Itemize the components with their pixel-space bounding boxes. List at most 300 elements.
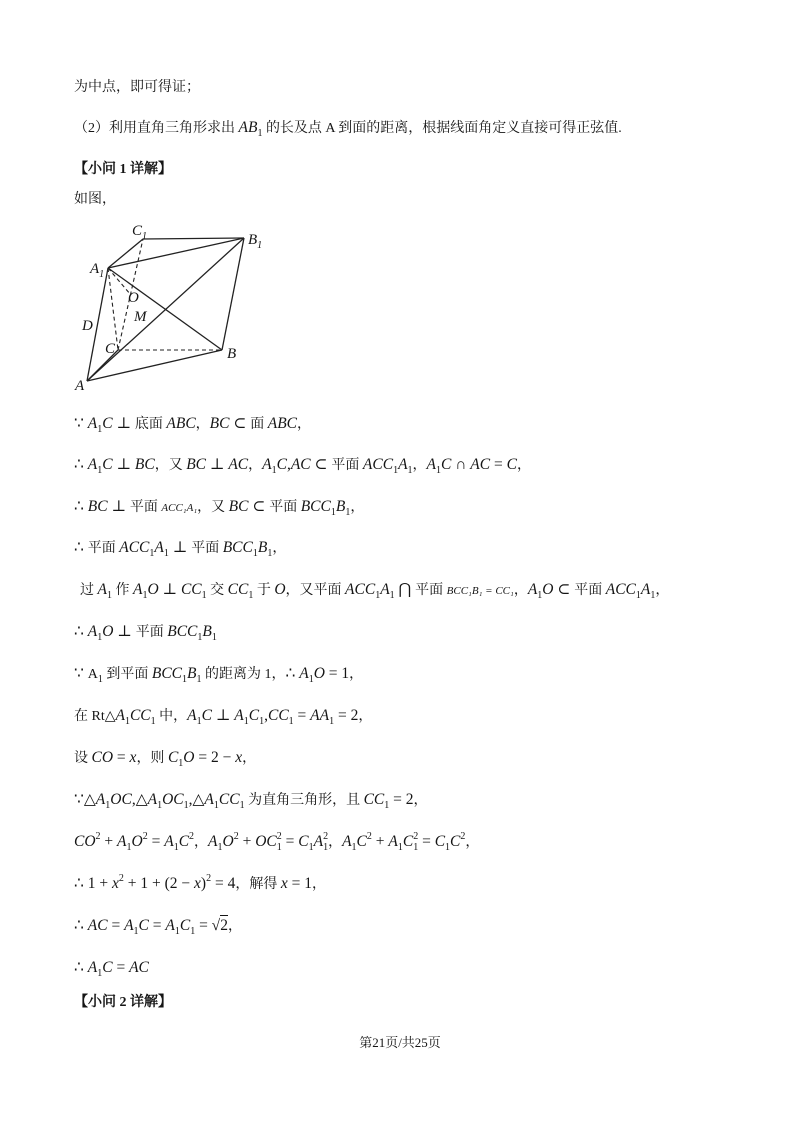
- math-term: x: [194, 875, 201, 892]
- text-run: 面: [250, 417, 268, 432]
- math-symbol: =: [113, 749, 130, 766]
- math-symbol: =: [418, 833, 435, 850]
- math-term: A: [388, 833, 398, 850]
- math-term: AC: [228, 456, 249, 473]
- prism-figure: [70, 215, 270, 395]
- text-run: ，: [516, 458, 531, 473]
- label-letter: A: [90, 261, 100, 277]
- line-as-shown: [74, 189, 116, 211]
- math-term: A: [154, 539, 164, 556]
- math-term: A: [87, 959, 98, 976]
- math-symbol: ⊥: [112, 456, 135, 473]
- math-symbol: ⊥: [168, 539, 192, 556]
- diagonal-a1-b: [108, 268, 222, 350]
- line-ac-sqrt2: [74, 915, 242, 937]
- superscript: 2: [366, 831, 372, 842]
- subscript: 1: [163, 548, 169, 559]
- superscript: 2: [189, 831, 195, 842]
- math-term: ACC: [362, 456, 394, 473]
- subscript: 1: [124, 716, 130, 727]
- subscript: 1: [330, 507, 336, 518]
- label-subscript: 1: [257, 240, 263, 251]
- edge-c1-b1: [143, 238, 244, 239]
- math-term: BCC: [222, 539, 253, 556]
- subscript: 1: [213, 800, 219, 811]
- math-term: C: [402, 833, 414, 850]
- math-term: A: [398, 456, 408, 473]
- math-term: A: [187, 707, 197, 724]
- math-symbol: ∴: [74, 917, 88, 934]
- math-symbol: ∵△: [74, 791, 96, 808]
- math-symbol: = 2 −: [194, 749, 236, 766]
- subscript: 1: [157, 800, 163, 811]
- line-bc-perp-plane: [74, 496, 364, 518]
- text-run: ，: [272, 541, 287, 556]
- text-run: 平面: [415, 583, 447, 598]
- edge-a1-b1: [108, 238, 244, 268]
- math-symbol: =: [107, 917, 125, 934]
- superscript: 2: [413, 831, 419, 842]
- label-c1: [132, 223, 147, 242]
- superscript: 2: [276, 831, 282, 842]
- math-term: CC: [180, 581, 202, 598]
- subscript: 1: [126, 842, 132, 853]
- math-term: C: [356, 833, 367, 850]
- small-math: BCC₁B₁ = CC₁: [446, 585, 514, 597]
- math-term: A: [380, 581, 390, 598]
- line-distance-one: [74, 663, 363, 685]
- math-symbol: ∴: [285, 665, 300, 682]
- subscript: 1: [142, 590, 148, 601]
- math-term: C: [201, 707, 212, 724]
- text-run: 为中点，即可得证；: [74, 80, 200, 95]
- text-run: 设: [74, 751, 92, 766]
- subscript: 1: [323, 842, 329, 853]
- subscript: 1: [413, 842, 419, 853]
- subscript: 1: [196, 674, 202, 685]
- math-symbol: = √: [195, 917, 221, 934]
- subscript: 1: [267, 548, 273, 559]
- math-term: A: [117, 833, 127, 850]
- text-run: ，: [311, 877, 326, 892]
- subscript: 1: [190, 926, 196, 937]
- math-symbol: ⊥: [206, 456, 229, 473]
- text-run: ，: [350, 500, 365, 515]
- subscript: 1: [635, 590, 641, 601]
- subscript: 1: [252, 548, 258, 559]
- math-term: O: [147, 581, 159, 598]
- math-term: A: [527, 581, 538, 598]
- text-run: 中，: [155, 709, 188, 724]
- math-term: A: [426, 456, 436, 473]
- math-symbol: ∴: [74, 498, 88, 515]
- text-run: 平面: [269, 500, 301, 515]
- math-term: BCC: [300, 498, 331, 515]
- math-term: A: [87, 415, 98, 432]
- text-run: 平面: [135, 625, 168, 640]
- superscript: 2: [460, 831, 466, 842]
- math-symbol: = 4: [211, 875, 236, 892]
- math-term: x: [235, 749, 243, 766]
- math-term: CC: [218, 791, 240, 808]
- math-term: CC: [129, 707, 151, 724]
- math-term: BC: [186, 456, 207, 473]
- math-symbol: =: [293, 707, 311, 724]
- math-term: A: [164, 833, 174, 850]
- line-a1c-eq-ac: [74, 957, 149, 979]
- math-symbol: ⊥: [112, 415, 135, 432]
- subscript: 1: [288, 716, 294, 727]
- math-term: C: [276, 456, 287, 473]
- math-term: O: [222, 833, 234, 850]
- math-term: ABC: [267, 415, 298, 432]
- label-a: A: [75, 378, 85, 394]
- math-term: C: [102, 456, 113, 473]
- text-run: ，又: [197, 500, 229, 515]
- subscript: 1: [239, 800, 245, 811]
- superscript: 2: [323, 831, 329, 842]
- text-run: ，: [242, 751, 257, 766]
- line-solve-x: [74, 873, 326, 895]
- math-symbol: +: [100, 833, 118, 850]
- line-let-co-x: [74, 747, 256, 769]
- text-run: 于: [253, 583, 275, 598]
- math-term: O: [313, 665, 325, 682]
- text-run: （2）利用直角三角形求出: [74, 121, 239, 136]
- line-right-triangles: [74, 789, 428, 811]
- text-run: A: [87, 667, 98, 682]
- text-run: ，: [358, 709, 373, 724]
- subscript: 1: [105, 800, 111, 811]
- text-run: 交: [206, 583, 228, 598]
- math-term: A: [313, 833, 324, 850]
- text-run: ，: [227, 919, 242, 934]
- subscript: 1: [133, 926, 139, 937]
- subscript: 1: [183, 800, 189, 811]
- label-m: M: [134, 309, 147, 325]
- text-run: ，: [328, 835, 343, 850]
- math-term: ACC: [345, 581, 376, 598]
- subscript: 1: [393, 465, 399, 476]
- math-term: AC: [129, 959, 149, 976]
- line-conclusion-midpoint: [74, 77, 200, 99]
- text-run: 为直角三角形，且: [244, 793, 364, 808]
- subscript: 1: [276, 842, 282, 853]
- subscript: 1: [650, 590, 656, 601]
- math-term: AA: [310, 707, 330, 724]
- subscript: 1: [389, 590, 395, 601]
- subscript: 1: [407, 465, 413, 476]
- text-run: 平面: [87, 541, 120, 556]
- subscript: 1: [97, 632, 103, 643]
- superscript: 2: [142, 831, 148, 842]
- math-symbol: ∴ 1 +: [74, 875, 112, 892]
- math-term: O: [131, 833, 143, 850]
- math-term: A: [95, 791, 106, 808]
- math-term: C: [506, 456, 517, 473]
- text-run: ，: [413, 793, 428, 808]
- text-run: 到平面: [102, 667, 152, 682]
- line-pythagoras: [74, 831, 479, 853]
- math-term: O: [274, 581, 286, 598]
- math-term: C: [167, 749, 179, 766]
- text-run: ，则: [136, 751, 168, 766]
- subscript: 1: [97, 968, 103, 979]
- small-math: ACC₁A₁: [161, 502, 198, 514]
- math-symbol: =: [281, 833, 299, 850]
- math-symbol: = 1: [324, 665, 350, 682]
- text-run: ，: [194, 835, 209, 850]
- subscript: 1: [182, 674, 188, 685]
- text-run: 如图，: [74, 192, 116, 207]
- subscript: 1: [217, 842, 223, 853]
- text-run: 【小问 2 详解】: [74, 995, 172, 1010]
- superscript: 2: [95, 831, 101, 842]
- math-term: A: [97, 581, 107, 598]
- math-term: ABC: [166, 415, 196, 432]
- subscript: 1: [106, 590, 112, 601]
- text-run: ，: [465, 835, 480, 850]
- subscript: 1: [149, 548, 155, 559]
- math-term: B: [202, 623, 212, 640]
- text-run: ，: [297, 417, 312, 432]
- text-run: ，: [412, 458, 427, 473]
- subscript: 1: [259, 716, 265, 727]
- math-term: CC: [227, 581, 249, 598]
- subscript: 1: [197, 632, 203, 643]
- math-symbol: ⊂: [229, 415, 251, 432]
- subscript: 1: [436, 465, 441, 476]
- text-run: 在 Rt△: [74, 709, 116, 724]
- math-term: BC: [228, 498, 249, 515]
- subscript: 1: [257, 128, 263, 139]
- math-term: A: [87, 456, 98, 473]
- math-term: A: [204, 791, 214, 808]
- math-term: BC: [209, 415, 230, 432]
- math-term: BC: [87, 498, 108, 515]
- math-symbol: =: [147, 833, 165, 850]
- math-term: A: [342, 833, 352, 850]
- text-run: 的长及点 A 到面的距离，根据线面角定义直接可得正弦值.: [262, 121, 622, 136]
- text-run: ，: [655, 583, 670, 598]
- math-term: BCC: [151, 665, 183, 682]
- math-term: OC: [162, 791, 184, 808]
- math-term: OC: [255, 833, 277, 850]
- label-letter: B: [248, 232, 258, 248]
- math-symbol: = 1: [287, 875, 312, 892]
- subscript: 1: [308, 674, 314, 685]
- math-term: C: [298, 833, 309, 850]
- subscript: 1: [211, 632, 217, 643]
- math-term: x: [129, 749, 137, 766]
- math-term: C: [102, 959, 113, 976]
- math-term: C: [450, 833, 461, 850]
- math-term: CC: [267, 707, 289, 724]
- subscript: 1: [97, 424, 103, 435]
- subscript: 1: [445, 842, 451, 853]
- hidden-edge-a1-c: [108, 268, 118, 350]
- math-symbol: ⊥: [113, 623, 136, 640]
- subscript: 1: [196, 716, 202, 727]
- math-term: A: [87, 623, 98, 640]
- text-run: 过: [80, 583, 98, 598]
- subscript: 1: [243, 716, 249, 727]
- subscript: 1: [201, 590, 207, 601]
- math-symbol: ⋂: [394, 581, 416, 598]
- subscript: 1: [248, 590, 254, 601]
- line-a1c-perp-base: [74, 413, 311, 435]
- subscript: 1: [537, 590, 543, 601]
- math-term: AC: [470, 456, 491, 473]
- math-symbol: =: [112, 959, 130, 976]
- math-symbol: ∵: [74, 665, 88, 682]
- page-footer: 第21页/共25页: [359, 1035, 441, 1050]
- math-term: ACC: [119, 539, 150, 556]
- math-term: BCC: [167, 623, 198, 640]
- line-right-triangle: [74, 705, 372, 727]
- math-term: O: [102, 623, 114, 640]
- math-symbol: = 2: [389, 791, 414, 808]
- line-construct-a1o: [80, 579, 669, 601]
- math-symbol: ,: [264, 707, 268, 724]
- text-run: 平面: [191, 541, 223, 556]
- math-symbol: ∴: [74, 539, 88, 556]
- math-term: A: [640, 581, 651, 598]
- math-term: ACC: [605, 581, 636, 598]
- text-run: ，: [248, 458, 263, 473]
- subscript: 1: [375, 590, 381, 601]
- math-term: x: [111, 875, 119, 892]
- math-term: C: [138, 917, 149, 934]
- text-run: 平面: [129, 500, 162, 515]
- math-term: A: [262, 456, 272, 473]
- math-term: CO: [91, 749, 114, 766]
- label-o: O: [128, 290, 139, 306]
- text-run: ，: [513, 583, 528, 598]
- line-planes-perp: [74, 537, 286, 559]
- math-term: B: [335, 498, 346, 515]
- math-term: A: [165, 917, 175, 934]
- subscript: 1: [345, 507, 351, 518]
- math-term: C: [441, 456, 452, 473]
- label-d: D: [82, 318, 93, 334]
- math-term: AC: [290, 456, 311, 473]
- math-symbol: ∴: [74, 456, 88, 473]
- math-term: A: [115, 707, 125, 724]
- math-symbol: ∩: [451, 456, 471, 473]
- math-term: CO: [74, 833, 96, 850]
- label-subscript: 1: [142, 231, 148, 242]
- section-heading-part2: [74, 992, 172, 1014]
- text-run: 平面: [331, 458, 363, 473]
- math-term: A: [208, 833, 218, 850]
- superscript: 2: [118, 873, 124, 884]
- math-term: A: [132, 581, 143, 598]
- math-symbol: ⊂: [553, 581, 575, 598]
- math-term: x: [280, 875, 288, 892]
- subscript: 1: [150, 716, 156, 727]
- math-term: CC: [363, 791, 385, 808]
- math-symbol: ⊂: [310, 456, 332, 473]
- math-term: OC: [110, 791, 132, 808]
- subscript: 1: [174, 926, 180, 937]
- math-term: BC: [134, 456, 155, 473]
- text-run: ，: [195, 417, 210, 432]
- math-term: O: [183, 749, 195, 766]
- label-b1: [248, 232, 262, 251]
- math-symbol: ,: [286, 456, 291, 473]
- math-symbol: + 1 + (2 −: [123, 875, 195, 892]
- text-run: 作: [111, 583, 133, 598]
- line-a1o-perp-plane: [74, 621, 217, 643]
- label-a1: [89, 261, 104, 280]
- line-a1c-perp-bc: [74, 454, 531, 476]
- math-term: AB: [238, 119, 258, 136]
- math-term: A: [299, 665, 309, 682]
- subscript: 1: [271, 465, 277, 476]
- subscript: 1: [97, 674, 103, 685]
- math-term: A: [234, 707, 244, 724]
- math-term: A: [124, 917, 134, 934]
- math-term: C: [434, 833, 446, 850]
- math-symbol: ∴: [74, 623, 88, 640]
- math-symbol: ⊥: [211, 707, 235, 724]
- text-run: 的距离为 1，: [201, 667, 286, 682]
- math-symbol: =: [490, 456, 507, 473]
- text-run: ，解得: [235, 877, 281, 892]
- subscript: 1: [173, 842, 179, 853]
- math-term: A: [147, 791, 158, 808]
- text-run: ，: [349, 667, 364, 682]
- math-symbol: +: [371, 833, 389, 850]
- line-part2-hint: [74, 117, 622, 139]
- subscript: 1: [178, 758, 184, 769]
- subscript: 1: [97, 465, 103, 476]
- subscript: 1: [384, 800, 390, 811]
- math-term: C: [179, 917, 191, 934]
- math-symbol: ⊥: [158, 581, 181, 598]
- text-run: 【小问 1 详解】: [74, 162, 172, 177]
- math-term: B: [187, 665, 197, 682]
- radicand: 2: [220, 917, 228, 934]
- label-b: B: [227, 346, 237, 362]
- math-term: C: [248, 707, 260, 724]
- math-symbol: = 2: [334, 707, 359, 724]
- superscript: 2: [206, 873, 212, 884]
- math-term: C: [178, 833, 190, 850]
- section-heading-part1: [74, 159, 172, 181]
- math-symbol: ,△: [131, 791, 148, 808]
- math-term: AC: [87, 917, 108, 934]
- text-run: 平面: [574, 583, 606, 598]
- label-subscript: 1: [99, 269, 105, 280]
- math-symbol: +: [238, 833, 256, 850]
- text-run: ，又平面: [285, 583, 346, 598]
- math-symbol: ): [200, 875, 207, 892]
- math-symbol: =: [148, 917, 166, 934]
- math-symbol: ,△: [188, 791, 205, 808]
- text-run: ，又: [154, 458, 187, 473]
- math-symbol: ∵: [74, 415, 88, 432]
- math-term: O: [542, 581, 554, 598]
- label-letter: C: [132, 223, 143, 239]
- subscript: 1: [329, 716, 335, 727]
- superscript: 2: [233, 831, 239, 842]
- math-term: B: [257, 539, 268, 556]
- text-run: 底面: [134, 417, 167, 432]
- label-c: C: [105, 341, 116, 357]
- math-symbol: ⊥: [107, 498, 130, 515]
